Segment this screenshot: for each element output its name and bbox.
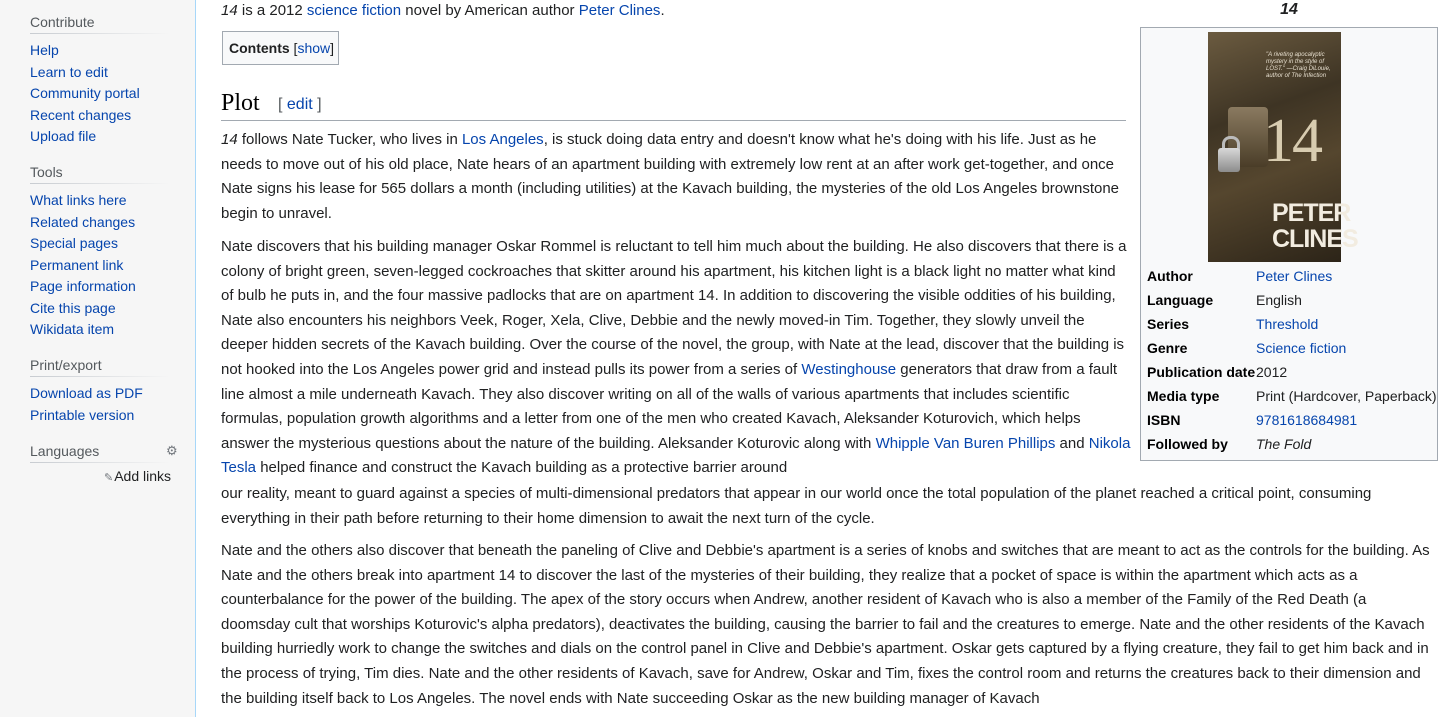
toc-bracket: [ xyxy=(289,40,298,56)
sidebar-item-special-pages[interactable]: Special pages xyxy=(30,235,118,251)
cover-quote: "A riveting apocalyptic mystery in the style of LOST." —Craig DiLouie, author of The Infection xyxy=(1266,52,1331,79)
sidebar xyxy=(0,0,196,717)
infobox-row-publication-date xyxy=(1147,360,1437,384)
portal-print-export xyxy=(30,357,180,426)
book-cover-image[interactable] xyxy=(1208,32,1358,262)
infobox-label: Language xyxy=(1147,292,1214,308)
section-heading-plot xyxy=(221,88,1126,121)
paragraph-text: generators that draw from a fault line almost a mile underneath Kavach. They also discover writing on all of the walls of various apartments that includes scientific formulas, population growth algorithms and a letter from one of the men who created Kavach, Aleksander Koturovich, which helps answer the mysterious questions about the nature of the building. Aleksander Koturovic along with xyxy=(221,360,1118,452)
infobox-row-author xyxy=(1147,264,1437,288)
link-peter-clines[interactable]: Peter Clines xyxy=(578,2,661,19)
table-of-contents xyxy=(222,31,339,65)
infobox xyxy=(1140,27,1438,461)
infobox-value-isbn[interactable]: 9781618684981 xyxy=(1256,412,1358,428)
sidebar-item-related-changes[interactable]: Related changes xyxy=(30,213,136,230)
edit-section-link[interactable]: edit xyxy=(286,96,313,113)
paragraph-text: and xyxy=(1055,434,1089,452)
infobox-label: Genre xyxy=(1147,340,1188,356)
infobox-row-followed-by xyxy=(1147,432,1437,456)
paragraph-text: Nate discovers that his building manager Oskar Rommel is reluctant to tell him much about the building. He also discovers that there is a colony of bright green, seven-legged cockroaches that skitter around his apartment, his kitchen light is a black light no matter what kind of bulb he puts in, and the four massive padlocks that are on apartment 14. In addition to discovering the visible oddities of his building, Nate also encounters his neighbors Veek, Roger, Xela, Clive, Debbie and the newly moved-in Tim. Together, they slowly unveil the deeper hidden secrets of the Kavach building. Over the course of the novel, the group, with Nate at the lead, discover that the building is not hooked into the Los Angeles power grid and instead pulls its power from a series of xyxy=(221,238,1127,378)
cover-title: 14 xyxy=(1263,107,1321,175)
infobox-value-author[interactable]: Peter Clines xyxy=(1256,268,1333,284)
cover-author-line: CLINES xyxy=(1272,225,1358,253)
section-title: Plot xyxy=(221,90,260,116)
infobox-label: Media type xyxy=(1147,388,1220,404)
infobox-label: Followed by xyxy=(1147,436,1228,452)
link-los-angeles[interactable]: Los Angeles xyxy=(461,131,544,148)
add-links-label: Add links xyxy=(114,468,172,484)
gear-icon[interactable]: ⚙ xyxy=(166,443,178,458)
cover-author-line: PETER xyxy=(1272,199,1351,227)
edit-bracket: [ xyxy=(278,96,287,113)
intro-paragraph xyxy=(221,0,1121,24)
sidebar-item-cite-this-page[interactable]: Cite this page xyxy=(30,299,116,316)
infobox-caption: 14 xyxy=(1280,1,1298,18)
plot-paragraph-1 xyxy=(221,128,1131,226)
portal-heading-contribute: Contribute xyxy=(30,14,170,34)
portal-tools xyxy=(30,164,180,341)
intro-title-italic: 14 xyxy=(221,2,238,19)
edit-bracket: ] xyxy=(312,96,322,113)
link-westinghouse[interactable]: Westinghouse xyxy=(801,360,897,378)
sidebar-item-help[interactable]: Help xyxy=(30,42,59,58)
section-edit xyxy=(278,96,322,114)
sidebar-item-printable-version[interactable]: Printable version xyxy=(30,406,135,423)
link-nikola-tesla[interactable]: Nikola Tesla xyxy=(221,434,1131,477)
sidebar-item-wikidata-item[interactable]: Wikidata item xyxy=(30,321,115,337)
sidebar-item-page-information[interactable]: Page information xyxy=(30,278,136,294)
plot-paragraph-2-continued: our reality, meant to guard against a species of multi-dimensional predators that appear in our world once the total population of the planet reached a critical point, consuming everything in their path before returning to their home dimension to await the next turn of the cycle. xyxy=(221,485,1372,527)
infobox-row-language xyxy=(1147,288,1437,312)
portal-heading-tools: Tools xyxy=(30,164,170,184)
toc-title: Contents xyxy=(229,40,290,56)
paragraph-text: helped finance and construct the Kavach building as a protective barrier around xyxy=(256,459,788,477)
infobox-label: Series xyxy=(1147,316,1190,332)
plot-paragraph-2 xyxy=(221,235,1131,481)
sidebar-item-download-pdf[interactable]: Download as PDF xyxy=(30,385,143,401)
infobox-value-followed-by: The Fold xyxy=(1256,436,1312,452)
portal-languages xyxy=(30,443,180,484)
infobox-row-series xyxy=(1147,312,1437,336)
paragraph-text: follows Nate Tucker, who lives in xyxy=(237,131,462,148)
plot-paragraph-3: Nate and the others also discover that beneath the paneling of Clive and Debbie's apartment is a series of knobs and switches that are meant to act as the controls for the building. As Nate and the others break into apartment 14 to discover the last of the mysteries of their building, they realize that a pocket of space is within the apartment which acts as a counterbalance for the power of the building. The apex of the story occurs when Andrew, another resident of Kavach who is also a member of the Family of the Red Death (a doomsday cult that worships Koturovic's alpha predators), deactivates the building, causing the barrier to fail and the creatures to emerge. Nate and the other residents of the Kavach building hurriedly work to change the switches and dials on the control panel in Clive and Debbie's apartment. Oskar gets captured by a flying creature, they fail to get him back and in the process of trying, Tim dies. Nate and the other residents of Kavach, save for Andrew, Oskar and Tim, fixes the control room and returns the creatures back to their dimension and the building itself back to Los Angeles. The novel ends with Nate succeeding Oskar as the new building manager of Kavach xyxy=(221,542,1430,707)
infobox-value-series[interactable]: Threshold xyxy=(1256,316,1319,332)
intro-text: novel by American author xyxy=(401,2,579,19)
portal-heading-print-export: Print/export xyxy=(30,357,170,377)
sidebar-item-recent-changes[interactable]: Recent changes xyxy=(30,106,132,123)
sidebar-item-community-portal[interactable]: Community portal xyxy=(30,85,140,101)
infobox-value-language: English xyxy=(1256,292,1302,308)
infobox-value-publication-date: 2012 xyxy=(1256,364,1288,380)
sidebar-item-upload-file[interactable]: Upload file xyxy=(30,128,97,144)
sidebar-item-permanent-link[interactable]: Permanent link xyxy=(30,256,124,273)
pencil-icon: ✎ xyxy=(104,472,114,484)
sidebar-item-learn-to-edit[interactable]: Learn to edit xyxy=(30,63,108,80)
add-links-link[interactable] xyxy=(104,468,171,484)
toc-bracket: ] xyxy=(330,40,335,56)
link-science-fiction[interactable]: science fiction xyxy=(306,2,402,19)
intro-text: is a 2012 xyxy=(237,2,307,19)
infobox-value-media-type: Print (Hardcover, Paperback) xyxy=(1256,388,1437,404)
infobox-label: Publication date xyxy=(1147,364,1256,380)
infobox-row-media-type xyxy=(1147,384,1437,408)
portal-heading-languages: Languages xyxy=(30,443,170,463)
title-italic: 14 xyxy=(221,131,238,148)
infobox-label-isbn-link[interactable]: ISBN xyxy=(1147,412,1181,428)
link-whipple-van-buren-phillips[interactable]: Whipple Van Buren Phillips xyxy=(875,434,1056,452)
infobox-row-genre xyxy=(1147,336,1437,360)
portal-contribute xyxy=(30,14,180,148)
intro-text: . xyxy=(660,2,665,19)
infobox-label: Author xyxy=(1147,268,1193,284)
cover-author xyxy=(1272,199,1358,253)
padlock-icon xyxy=(1218,148,1240,172)
sidebar-item-what-links-here[interactable]: What links here xyxy=(30,192,127,208)
paragraph-text: , is stuck doing data entry and doesn't know what he's doing with his life. Just as he needs to move out of his old place, Nate hears of an apartment building with extremely low rent at an after work get-together, and once Nate signs his lease for 565 dollars a month (including utilities) at the Kavach building, the mysteries of the old Los Angeles brownstone begin to unravel. xyxy=(221,131,1120,222)
infobox-value-genre[interactable]: Science fiction xyxy=(1256,340,1347,356)
infobox-row-isbn xyxy=(1147,408,1437,432)
toc-show-toggle[interactable]: show xyxy=(297,40,331,56)
